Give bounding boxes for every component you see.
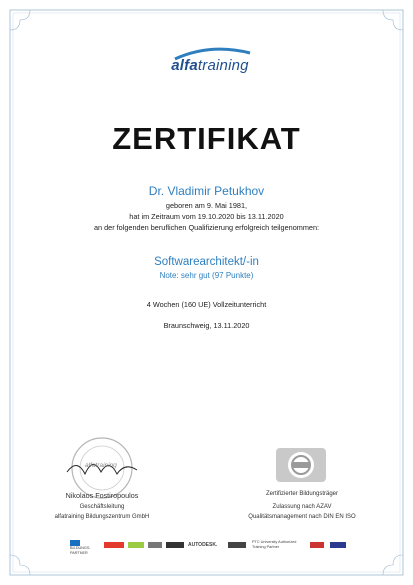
bildungsgutschein-logo-icon	[104, 542, 124, 548]
partner-logo-4-icon	[148, 542, 162, 548]
partner-logo-7-icon	[228, 542, 246, 548]
cert-line-3: Qualitätsmanagement nach DIN EN ISO	[248, 514, 356, 520]
seal-text: alfatraining	[85, 462, 117, 469]
birth-line: geboren am 9. Mai 1981,	[165, 201, 248, 210]
partner-logo-9-icon	[310, 542, 324, 548]
period-line: hat im Zeitraum vom 19.10.2020 bis 13.11.2020	[129, 212, 284, 221]
signer-name: Nikolaos Fostiropoulos	[65, 491, 139, 500]
course-title: Softwarearchitekt/-in	[154, 256, 259, 268]
partner-logo-5-icon	[166, 542, 184, 548]
participation-line: an der folgenden beruflichen Qualifizierung erfolgreich teilgenommen:	[93, 223, 320, 232]
partner-logos-row	[70, 540, 350, 554]
duration-line: 4 Wochen (160 UE) Vollzeitunterricht	[146, 300, 267, 309]
signer-role: Geschäftsleitung	[79, 504, 125, 510]
alfatraining-logo	[130, 45, 290, 90]
signer-company: alfatraining Bildungszentrum GmbH	[54, 514, 150, 520]
grade-line: Note: sehr gut (97 Punkte)	[159, 271, 254, 280]
recipient-name: Dr. Vladimir Petukhov	[148, 184, 265, 198]
logo-text: alfatraining	[171, 57, 249, 74]
page-title: ZERTIFIKAT	[112, 121, 301, 156]
partner-logo-10-icon	[330, 542, 346, 548]
sap-logo-icon: BILDUNGS-PARTNER	[70, 540, 98, 550]
partner-logo-3-icon	[128, 542, 144, 548]
certification-seal	[270, 440, 332, 490]
cert-line-1: Zertifizierter Bildungsträger	[265, 491, 339, 497]
cert-line-2: Zulassung nach AZAV	[272, 504, 332, 510]
ptc-logo-icon: PTC University Authorized Training Partner	[252, 540, 297, 549]
autodesk-logo-icon: AUTODESK.	[188, 542, 218, 548]
certification-seal-icon	[270, 440, 332, 490]
place-date-line: Braunschweig, 13.11.2020	[163, 321, 250, 330]
